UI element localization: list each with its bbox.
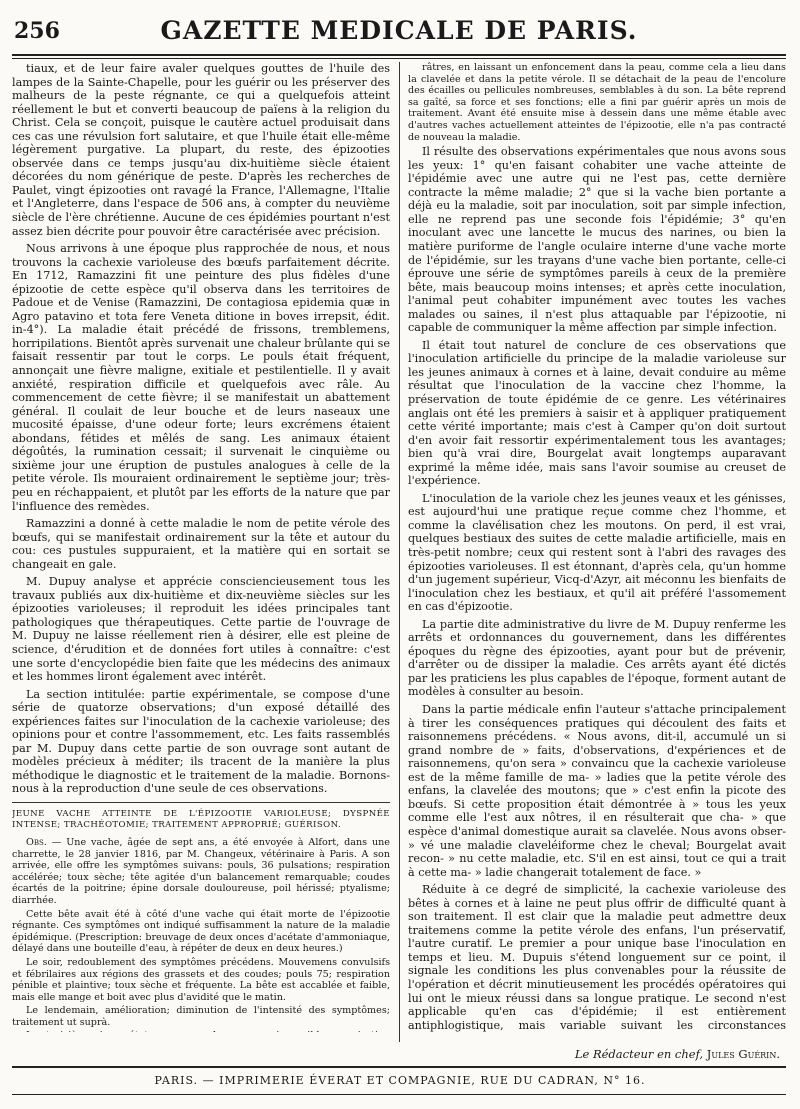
observation-title: JEUNE VACHE ATTEINTE DE L'ÉPIZOOTIE VARIOLEUSE; DYSPNÉE INTENSE; TRACHÉOTOMIE; TRAITEMENT APPROPRIÉ; GUÉRISON. bbox=[12, 808, 390, 830]
footer-rule-thin bbox=[12, 1094, 786, 1095]
signature-name: Jules Guérin. bbox=[706, 1047, 780, 1061]
observation-paragraph bbox=[12, 837, 390, 907]
observation-continuation: râtres, en laissant un enfoncement dans la peau, comme cela a lieu dans la clavelée et dans la petite vérole. Il se détachait de la peau de l'encolure des écailles ou pellicules nombreuses, semblables à du son. La bête reprend sa gaîté, sa force et ses fonctions; elle a fini par guérir après un mois de traitement. Avant été ensuite mise à dessein dans une même étable avec d'autres vaches actuellement atteintes de l'épizootie, elle n'a pas contracté de nouveau la maladie. bbox=[408, 62, 786, 143]
paragraph: La section intitulée: partie expérimentale, se compose d'une série de quatorze observations; d'un exposé détaillé des expériences faites sur l'inoculation de la cachexie varioleuse; des opinions pour et contre l'assommement, etc. Les faits rassemblés par M. Dupuy dans cette partie de son ouvrage sont autant de modèles précieux à méditer; ils tracent de la manière la plus méthodique le diagnostic et le traitement de la maladie. Bornons-nous à la reproduction d'une seule de ces observations. bbox=[12, 687, 390, 796]
paragraph: tiaux, et de leur faire avaler quelques gouttes de l'huile des lampes de la Sainte-Chapelle, pour les guérir ou les préserver des malheurs de la peste régnante, ce qui a quelquefois atteint réellement le but et converti beaucoup de païens à la religion du Christ. Cela se conçoit, puisque le cautère actuel produisait dans ces cas une révulsion fort salutaire, et que l'huile était elle-même légèrement purgative. La plupart, du reste, des épizooties observée dans ce temps jusqu'au dix-huitième siècle étaient décorées du nom générique de peste. D'après les recherches de Paulet, vingt épizooties ont ravagé la France, l'Allemagne, l'Italie et l'Angleterre, dans l'espace de 506 ans, à compter du neuvième siècle de l'ère chrétienne. Aucune de ces épidémies pourtant n'est assez bien décrite pour pouvoir être caractérisée avec précision. bbox=[12, 62, 390, 238]
left-column bbox=[12, 62, 390, 1032]
signature-prefix: Le Rédacteur en chef, bbox=[574, 1047, 704, 1061]
journal-title: GAZETTE MEDICALE DE PARIS. bbox=[160, 16, 638, 45]
page-number: 256 bbox=[14, 18, 60, 44]
printer-imprint: PARIS. — IMPRIMERIE ÉVERAT ET COMPAGNIE, RUE DU CADRAN, N° 16. bbox=[154, 1074, 646, 1087]
paragraph: Nous arrivons à une époque plus rapprochée de nous, et nous trouvons la cachexie varioleuse des bœufs parfaitement décrite. En 1712, Ramazzini fit une peinture des plus fidèles d'une épizootie de cette espèce qu'il observa dans les territoires de Padoue et de Venise (Ramazzini, De contagiosa epidemia quæ in Agro patavino et tota fere Veneta ditione in boves irrepsit, édit. in-4°). La maladie était précédé de frissons, tremblemens, horripilations. Bientôt après survenait une chaleur brûlante qui se faisait ressentir par tout le corps. Le pouls était fréquent, annonçait une fièvre maligne, exitiale et pestilentielle. Il y avait anxiété, respiration difficile et quelquefois avec râle. Au commencement de cette fièvre; il se manifestait un abattement général. Il coulait de leur bouche et de leurs naseaux une mucosité épaisse, d'une odeur forte; leurs excrémens étaient abondans, fétides et mêlés de sang. Les animaux étaient dégoûtés, la rumination cessait; il survenait le cinquième ou sixième jour une éruption de pustules analogues à celle de la petite vérole. Ils mouraient ordinairement le septième jour; très-peu en réchappaient, et plutôt par les efforts de la nature que par l'influence des remèdes. bbox=[12, 242, 390, 513]
paragraph: Dans la partie médicale enfin l'auteur s'attache principalement à tirer les conséquences pratiques qui découlent des faits et raisonnemens précédens. « Nous avons, dit-il, accumulé un si grand nombre de » faits, d'observations, d'expériences et de raisonnemens, qu'on sera » convaincu que la cachexie varioleuse est de la même famille de ma- » ladies que la petite vérole des enfans, la clavelée des moutons; que » c'est enfin la picote des bœufs. Si cette proposition était démontrée à » tous les yeux comme elle l'est aux nôtres, il en résulterait que cha- » que espèce d'animal domestique aurait sa clavelée. Nous avons obser- » vé une maladie claveléiforme chez le cheval; Bourgelat avait recon- » nu cette maladie, etc. S'il en est ainsi, tout ce qui a trait à cette ma- » ladie changerait totalement de face. » bbox=[408, 703, 786, 879]
column-divider bbox=[399, 62, 400, 1042]
right-column bbox=[408, 62, 786, 1032]
paragraph: Ramazzini a donné à cette maladie le nom de petite vérole des bœufs, qui se manifestait ordinairement sur la tête et autour du cou: ces pustules suppuraient, et la matière qui en sortait se changeait en gale. bbox=[12, 517, 390, 571]
header-rule bbox=[12, 54, 786, 56]
observation-label: Obs. bbox=[26, 836, 47, 848]
observation-rule bbox=[12, 802, 390, 803]
paragraph: La partie dite administrative du livre de M. Dupuy renferme les arrêts et ordonnances du gouvernement, dans les différentes époques du règne des épizooties, ayant pour but de prévenir, d'arrêter ou de dissiper la maladie. Ces arrêts ayant été dictés par les praticiens les plus capables de l'époque, forment autant de modèles à consulter au besoin. bbox=[408, 617, 786, 699]
editor-signature bbox=[575, 1047, 780, 1061]
footer-rule bbox=[12, 1066, 786, 1068]
observation-paragraph: Le soir, redoublement des symptômes précédens. Mouvemens convulsifs et fébrilaires aux régions des grassets et des coudes; pouls 75; respiration pénible et plaintive; toux sèche et fréquente. La bête est accablée et faible, mais elle mange et boit avec plus d'avidité que le matin. bbox=[12, 956, 390, 1003]
observation-paragraph: Cette bête avait été à côté d'une vache qui était morte de l'épizootie régnante. Ces symptômes ont indiqué suffisamment la nature de la maladie épidémique. (Prescription: breuvage de deux onces d'acétate d'ammoniaque, délayé dans une bouteille d'eau, à répéter de deux en deux heures.) bbox=[12, 908, 390, 955]
paragraph: Il résulte des observations expérimentales que nous avons sous les yeux: 1° qu'en faisant cohabiter une vache atteinte de l'épidémie avec une autre qui ne l'est pas, cette dernière contracte la même maladie; 2° que si la vache bien portante a déjà eu la maladie, soit par inoculation, soit par simple infection, elle ne reprend pas une seconde fois l'épidémie; 3° qu'en inoculant avec une lancette le mucus des narines, ou bien la matière puriforme de l'angle oculaire interne d'une vache morte de l'épidémie, sur les trayans d'une vache bien portante, celle-ci éprouve une série de symptômes pareils à ceux de la première bête, mais beaucoup moins intenses; et après cette inoculation, l'animal peut cohabiter impunément avec toutes les vaches malades ou saines, il n'est plus attaquable par l'épizootie, ni capable de communiquer la même affection par simple infection. bbox=[408, 145, 786, 335]
observation-text: — Une vache, âgée de sept ans, a été envoyée à Alfort, dans une charrette, le 28 janvier 1816, par M. Changeux, vétérinaire à Paris. A son arrivée, elle offre les symptômes suivans: pouls, 36 pulsations; respiration accélérée; toux sèche; tête agitée d'un balancement remarquable; coudes écartés de la poitrine; épine dorsale douloureuse, poil hérissé; ptyalisme; diarrhée. bbox=[12, 836, 390, 906]
header-rule-thin bbox=[12, 58, 786, 59]
paragraph: Il était tout naturel de conclure de ces observations que l'inoculation artificielle du principe de la maladie varioleuse sur les jeunes animaux à cornes et à laine, devait conduire au même résultat que l'inoculation de la vaccine chez l'homme, la préservation de toute épidémie de ce genre. Les vétérinaires anglais ont été les premiers à saisir et à appliquer pratiquement cette vérité importante; mais c'est à Camper qu'on doit surtout d'en avoir fait ressortir expérimentalement tous les avantages; bien qu'à vrai dire, Bourgelat avait longtemps auparavant exprimé la même idée, mais sans l'avoir soumise au creuset de l'expérience. bbox=[408, 338, 786, 488]
paragraph: M. Dupuy analyse et apprécie consciencieusement tous les travaux publiés aux dix-huitième et dix-neuvième siècles sur les épizooties varioleuses; il reproduit les idées principales tant pathologiques que thérapeutiques. Cette partie de l'ouvrage de M. Dupuy ne laisse réellement rien à désirer, elle est pleine de science, d'érudition et de données fort utiles à connaître: c'est une sorte d'encyclopédie bien faite que les médecins des animaux et les hommes liront également avec intérêt. bbox=[12, 575, 390, 684]
observation-paragraph bbox=[12, 1030, 390, 1032]
paragraph: L'inoculation de la variole chez les jeunes veaux et les génisses, est aujourd'hui une pratique reçue comme chez l'homme, et comme la clavélisation chez les moutons. On perd, il est vrai, quelques bestiaux des suites de cette maladie artificielle, mais en très-petit nombre; ceux qui restent sont à l'abri des ravages des épizooties varioleuses. Il est étonnant, d'après cela, qu'un homme d'un jugement supérieur, Vicq-d'Azyr, ait méconnu les bienfaits de l'inoculation chez les bestiaux, et qu'il ait préféré l'assomement en cas d'épizootie. bbox=[408, 491, 786, 614]
paragraph: Réduite à ce degré de simplicité, la cachexie varioleuse des bêtes à cornes et à laine ne peut plus offrir de difficulté quant à son traitement. Il est clair que la maladie peut admettre deux traitemens comme la petite vérole des enfans, l'un préservatif, l'autre curatif. Le premier a pour unique base l'inoculation en temps et lieu. M. Dupuis s'étend longuement sur ce point, il signale les conditions les plus convenables pour la réussite de l'opération et décrit minutieusement les procédés opératoires qui lui ont le mieux réussi dans sa longue pratique. Le second n'est applicable qu'en cas d'épidémie; il est entièrement antiphlogistique, mais variable suivant les circonstances bbox=[408, 883, 786, 1032]
observation-paragraph: Le lendemain, amélioration; diminution de l'intensité des symptômes; traitement ut suprà. bbox=[12, 1005, 390, 1028]
page-header bbox=[14, 16, 784, 50]
